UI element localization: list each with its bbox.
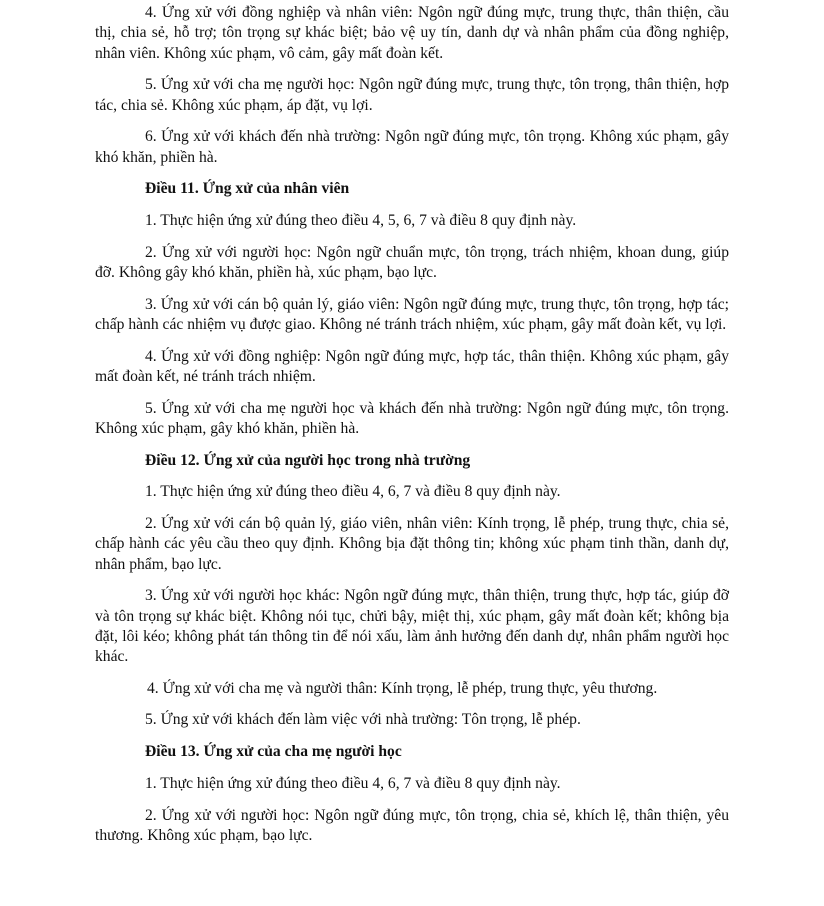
paragraph-article12-item5: 5. Ứng xử với khách đến làm việc với nhà trường: Tôn trọng, lễ phép.	[145, 711, 581, 729]
paragraph-article12-item3: 3. Ứng xử với người học khác: Ngôn ngữ đúng mực, thân thiện, trung thực, hợp tác, giúp đỡ và tôn trọng sự khác biệt. Không nói tục, chửi bậy, miệt thị, xúc phạm, gây mất đoàn kết; không bịa đặt, lôi kéo; không phát tán thông tin để nói xấu, làm ảnh hưởng đến danh dự, nhân phẩm người học khác.	[95, 587, 729, 666]
heading-article-12: Điều 12. Ứng xử của người học trong nhà trường	[145, 451, 471, 469]
paragraph-article13-item1: 1. Thực hiện ứng xử đúng theo điều 4, 6, 7 và điều 8 quy định này.	[145, 774, 561, 792]
heading-article-11: Điều 11. Ứng xử của nhân viên	[145, 180, 350, 198]
paragraph-article10-item5: 5. Ứng xử với cha mẹ người học: Ngôn ngữ đúng mực, trung thực, tôn trọng, thân thiện, hợp tác, chia sẻ. Không xúc phạm, áp đặt, vụ lợi.	[95, 76, 729, 114]
paragraph-article11-item4: 4. Ứng xử với đồng nghiệp: Ngôn ngữ đúng mực, hợp tác, thân thiện. Không xúc phạm, gây mất đoàn kết, né tránh trách nhiệm.	[95, 347, 729, 385]
paragraph-article11-item3: 3. Ứng xử với cán bộ quản lý, giáo viên: Ngôn ngữ đúng mực, trung thực, tôn trọng, hợp tác; chấp hành các nhiệm vụ được giao. Không né tránh trách nhiệm, xúc phạm, gây mất đoàn kết, vụ lợi.	[95, 295, 729, 333]
paragraph-article10-item6: 6. Ứng xử với khách đến nhà trường: Ngôn ngữ đúng mực, tôn trọng. Không xúc phạm, gây khó khăn, phiền hà.	[95, 128, 729, 166]
paragraph-article12-item1: 1. Thực hiện ứng xử đúng theo điều 4, 6, 7 và điều 8 quy định này.	[145, 483, 561, 501]
paragraph-article12-item2: 2. Ứng xử với cán bộ quản lý, giáo viên, nhân viên: Kính trọng, lễ phép, trung thực, chia sẻ, chấp hành các yêu cầu theo quy định. Không bịa đặt thông tin; không xúc phạm tinh thần, danh dự, nhân phẩm, bạo lực.	[95, 514, 729, 573]
paragraph-article11-item2: 2. Ứng xử với người học: Ngôn ngữ chuẩn mực, tôn trọng, trách nhiệm, khoan dung, giúp đỡ. Không gây khó khăn, phiền hà, xúc phạm, bạo lực.	[95, 243, 729, 281]
paragraph-article13-item2: 2. Ứng xử với người học: Ngôn ngữ đúng mực, tôn trọng, chia sẻ, khích lệ, thân thiện, yêu thương. Không xúc phạm, bạo lực.	[95, 806, 729, 844]
paragraph-article12-item4: 4. Ứng xử với cha mẹ và người thân: Kính trọng, lễ phép, trung thực, yêu thương.	[147, 679, 658, 697]
paragraph-article11-item1: 1. Thực hiện ứng xử đúng theo điều 4, 5, 6, 7 và điều 8 quy định này.	[145, 211, 577, 229]
heading-article-13: Điều 13. Ứng xử của cha mẹ người học	[145, 743, 402, 761]
document-page	[95, 3, 729, 858]
paragraph-article11-item5: 5. Ứng xử với cha mẹ người học và khách đến nhà trường: Ngôn ngữ đúng mực, tôn trọng. Không xúc phạm, gây khó khăn, phiền hà.	[95, 399, 729, 437]
paragraph-article10-item4: 4. Ứng xử với đồng nghiệp và nhân viên: Ngôn ngữ đúng mực, trung thực, thân thiện, cầu thị, chia sẻ, hỗ trợ; tôn trọng sự khác biệt; bảo vệ uy tín, danh dự và nhân phẩm của đồng nghiệp, nhân viên. Không xúc phạm, vô cảm, gây mất đoàn kết.	[95, 4, 729, 62]
